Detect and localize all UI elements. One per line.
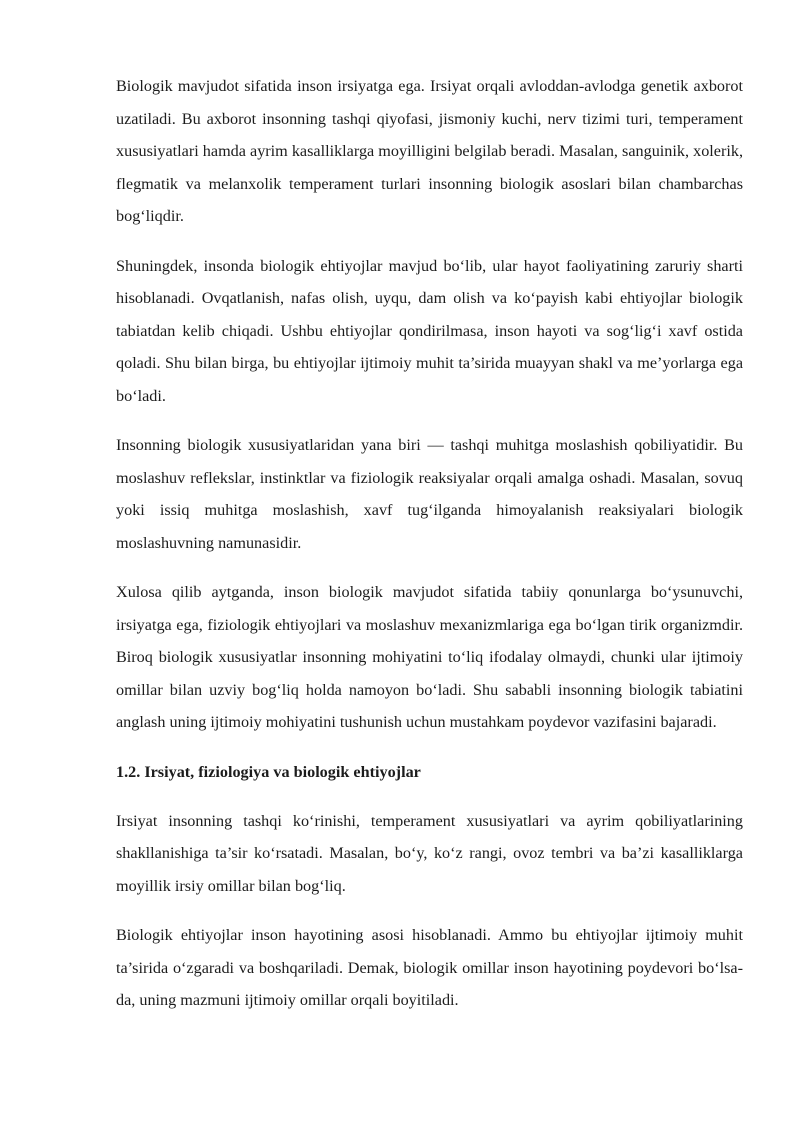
paragraph-needs-basis: Biologik ehtiyojlar inson hayotining asosi hisoblanadi. Ammo bu ehtiyojlar ijtimoiy muhit ta’sirida o‘zgaradi va boshqariladi. Demak, biologik omillar inson hayotining poydevori bo‘lsa-da, uning mazmuni ijtimoiy omillar orqali boyitiladi. [116,926,743,1010]
paragraph-heredity-influence: Irsiyat insonning tashqi ko‘rinishi, temperament xususiyatlari va ayrim qobiliyatlarining shakllanishiga ta’sir ko‘rsatadi. Masalan, bo‘y, ko‘z rangi, ovoz tembri va ba’zi kasalliklarga moyillik irsiy omillar bilan bog‘liq. [116,811,743,896]
document-page [116,70,743,1034]
paragraph-conclusion: Xulosa qilib aytganda, inson biologik mavjudot sifatida tabiiy qonunlarga bo‘ysunuvchi, irsiyatga ega, fiziologik ehtiyojlari va moslashuv mexanizmlariga ega bo‘lgan tirik organizmdir. Biroq biologik xususiyatlar insonning mohiyatini to‘liq ifodalay olmaydi, chunki ular ijtimoiy omillar bilan uzviy bog‘liq holda namoyon bo‘ladi. Shu sababli insonning biologik tabiatini anglash uning ijtimoiy mohiyatini tushunish uchun mustahkam poydevor vazifasini bajaradi. [116,583,743,732]
paragraph-adaptation: Insonning biologik xususiyatlaridan yana biri — tashqi muhitga moslashish qobiliyatidir. Bu moslashuv reflekslar, instinktlar va fiziologik reaksiyalar orqali amalga oshadi. Masalan, sovuq yoki issiq muhitga moslashish, xavf tug‘ilganda himoyalanish reaksiyalari biologik moslashuvning namunasidir. [116,436,743,552]
paragraph-biological-needs: Shuningdek, insonda biologik ehtiyojlar mavjud bo‘lib, ular hayot faoliyatining zaruriy sharti hisoblanadi. Ovqatlanish, nafas olish, uyqu, dam olish va ko‘payish kabi ehtiyojlar biologik tabiatdan kelib chiqadi. Ushbu ehtiyojlar qondirilmasa, inson hayoti va sog‘lig‘i xavf ostida qoladi. Shu bilan birga, bu ehtiyojlar ijtimoiy muhit ta’sirida muayyan shakl va me’yorlarga ega bo‘ladi. [116,256,743,405]
section-heading: 1.2. Irsiyat, fiziologiya va biologik ehtiyojlar [116,762,421,781]
paragraph-heredity: Biologik mavjudot sifatida inson irsiyatga ega. Irsiyat orqali avloddan-avlodga genetik axborot uzatiladi. Bu axborot insonning tashqi qiyofasi, jismoniy kuchi, nerv tizimi turi, temperament xususiyatlari hamda ayrim kasalliklarga moyilligini belgilab beradi. Masalan, sanguinik, xolerik, flegmatik va melanxolik temperament turlari insonning biologik asoslari bilan chambarchas bog‘liqdir. [116,77,743,226]
